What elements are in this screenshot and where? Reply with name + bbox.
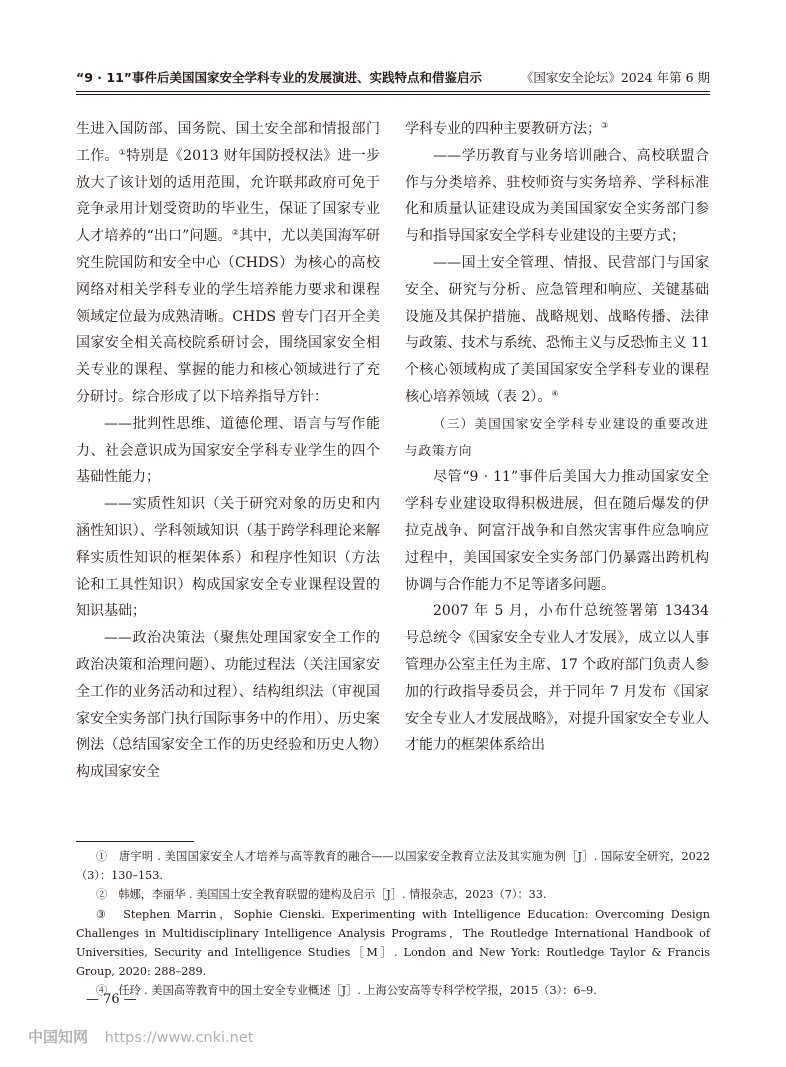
paragraph [405, 250, 709, 411]
paragraph [405, 116, 709, 143]
header-journal-issue: 《国家安全论坛》2024 年第 6 期 [520, 70, 710, 85]
paragraph: ——政治决策法（聚焦处理国家安全工作的政治决策和治理问题）、功能过程法（关注国家安全工作的业务活动和过程）、结构组织法（审视国家安全实务部门执行国际事务中的作用）、历史案例法（总结国家安全工作的历史经验和历史人物）构成国家安全 [76, 630, 380, 781]
text-run: ——国土安全管理、情报、民营部门与国家安全、研究与分析、应急管理和响应、关键基础设施及其保护措施、战略规划、战略传播、法律与政策、技术与系统、恐怖主义与反恐怖主义 11 个核心领域构成了美国国家安全学科专业的课程核心培养领域（表 2）。 [405, 254, 709, 405]
footnote: ① 唐宇明 . 美国国家安全人才培养与高等教育的融合——以国家安全教育立法及其实施为例［J］. 国际安全研究，2022（3）：130–153. [76, 850, 710, 883]
right-column [405, 116, 709, 759]
section-subheading: （三）美国国家安全学科专业建设的重要改进与政策方向 [405, 415, 709, 458]
text-run: 特别是《2013 财年国防授权法》进一步放大了该计划的适用范围，允许联邦政府可免于竞争录用计划受资助的毕业生，保证了国家专业人才培养的“出口”问题。 [76, 147, 380, 245]
watermark [28, 1026, 253, 1047]
footnote-ref[interactable]: ② [231, 228, 239, 238]
watermark-url[interactable]: https://www.cnki.net [104, 1030, 254, 1046]
paragraph: 2007 年 5 月，小布什总统签署第 13434 号总统令《国家安全专业人才发展》，成立以人事管理办公室主任为主席、17 个政府部门负责人参加的行政指导委员会，并于同年 7 月发布《国家安全专业人才发展战略》，对提升国家安全专业人才能力的框架体系给出 [405, 603, 709, 754]
footnotes [76, 847, 710, 1001]
left-column [76, 116, 380, 786]
running-header [76, 64, 710, 86]
watermark-brand: 中国知网 [28, 1028, 89, 1046]
header-article-title: “9 · 11”事件后美国国家安全学科专业的发展演进、实践特点和借鉴启示 [76, 70, 482, 85]
text-run: 其中，尤以美国海军研究生院国防和安全中心（CHDS）为核心的高校网络对相关学科专业的学生培养能力要求和课程领域定位最为成熟清晰。CHDS 曾专门召开全美国家安全相关高校院系研讨会，围绕国家安全相关专业的课程、掌握的能力和核心领域进行了充分研讨。综合形成了以下培养指导方针： [76, 228, 381, 405]
footnote: ② 韩娜，李丽华 . 美国国土安全教育联盟的建构及启示［J］. 情报杂志，2023（7）：33. [96, 888, 547, 902]
header-rule-thick [76, 91, 710, 92]
paragraph: ——实质性知识（关于研究对象的历史和内涵性知识）、学科领域知识（基于跨学科理论来解释实质性知识的框架体系）和程序性知识（方法论和工具性知识）构成国家安全专业课程设置的知识基础； [76, 496, 380, 620]
text-run: 生进入国防部、国务院、国土安全部和情报部门工作。 [76, 121, 380, 164]
footnote: ④ 任玲 . 美国高等教育中的国土安全专业概述［J］. 上海公安高等专科学校学报，2015（3）：6–9. [96, 984, 597, 998]
paragraph: ——学历教育与业务培训融合、高校联盟合作与分类培养、驻校师资与实务培养、学科标准化和质量认证建设成为美国国家安全实务部门参与和指导国家安全学科专业建设的主要方式； [405, 147, 709, 245]
paragraph: ——批判性思维、道德伦理、语言与写作能力、社会意识成为国家安全学科专业学生的四个基础性能力； [76, 415, 380, 486]
paragraph: 尽管“9 · 11”事件后美国大力推动国家安全学科专业建设取得积极进展，但在随后爆发的伊拉克战争、阿富汗战争和自然灾害事件应急响应过程中，美国国家安全实务部门仍暴露出跨机构协调与合作能力不足等诸多问题。 [405, 469, 709, 593]
page-number: — 76 — [86, 992, 137, 1007]
paragraph [76, 116, 380, 411]
header-rule-thin [76, 94, 710, 95]
footnote-ref[interactable]: ④ [551, 388, 559, 398]
footnote-divider [76, 841, 194, 842]
footnote-ref[interactable]: ③ [601, 121, 609, 130]
footnote-ref[interactable]: ① [118, 147, 127, 157]
footnote: ③ Stephen Marrin，Sophie Cienski. Experimenting with Intelligence Education: Overcoming Design Challenges in Multidisciplinary Intelligence Analysis Programs，The Routledge International Handbook of Universities, Security and Intelligence Studies［M］. London and New York: Routledge Taylor & Francis Group, 2020: 288–289. [76, 907, 710, 979]
text-run: 学科专业的四种主要教研方法； [405, 121, 601, 137]
